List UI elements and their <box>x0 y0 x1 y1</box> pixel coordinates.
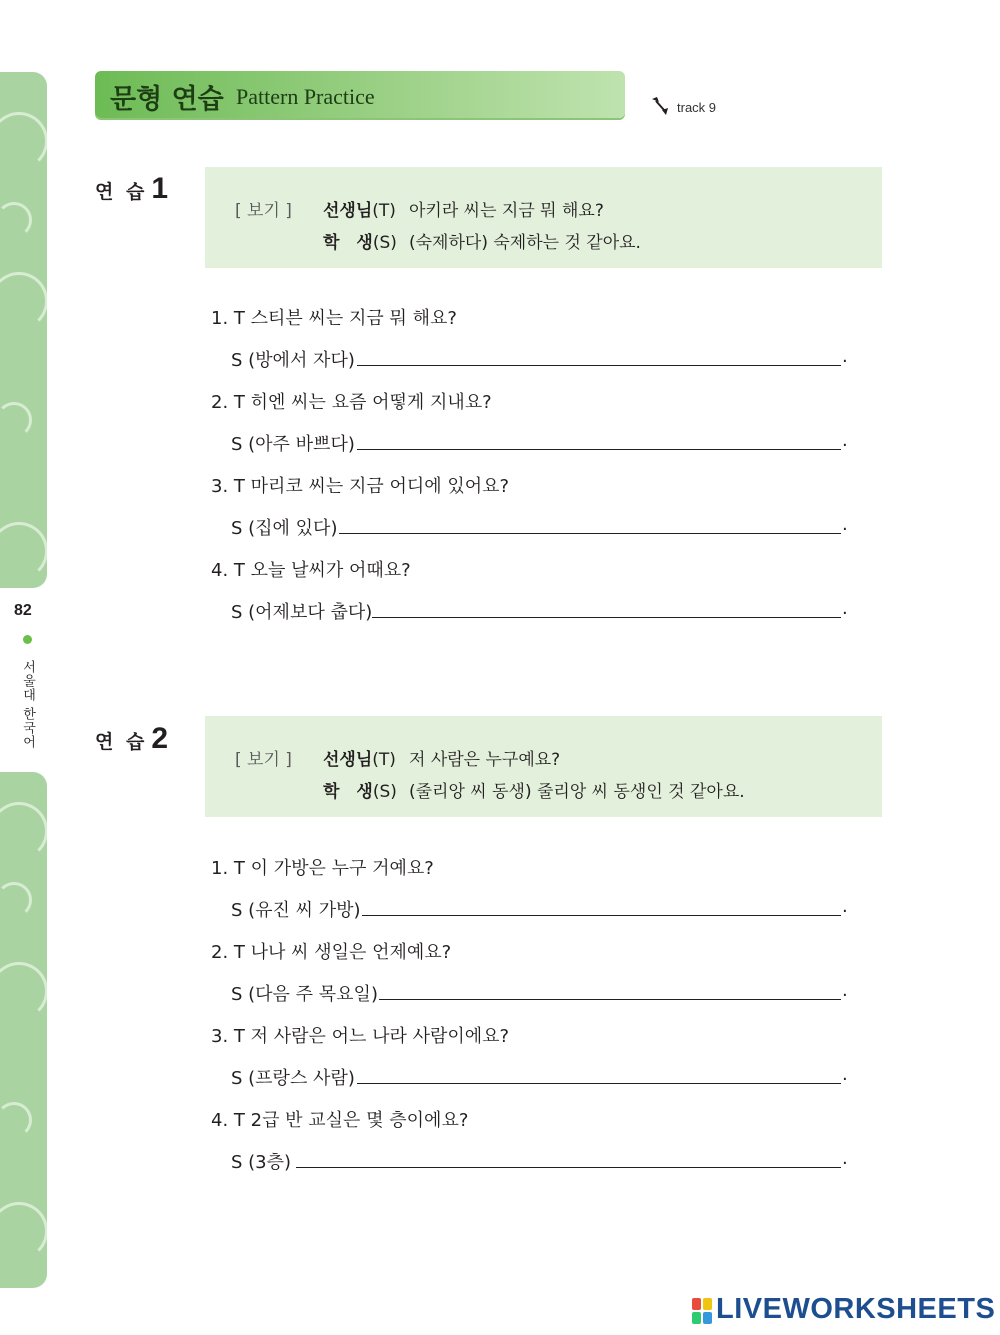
swirl-ornament <box>0 112 47 170</box>
exercise-1-title <box>95 172 168 206</box>
swirl-ornament <box>0 272 47 330</box>
swirl-ornament <box>0 402 32 438</box>
section-title-korean: 문형 연습 <box>110 84 224 115</box>
answer-blank[interactable] <box>339 533 841 534</box>
answer-period: . <box>842 980 848 1001</box>
example-tag: [ 보기 ] <box>235 750 292 770</box>
answer-period: . <box>842 1064 848 1085</box>
track-label: track 9 <box>677 100 717 115</box>
liveworksheets-logo-icon <box>692 1298 712 1324</box>
book-title: 서울대 한국어 <box>20 660 35 750</box>
student-code: (S) <box>372 782 397 802</box>
example-teacher-role <box>323 196 396 221</box>
answer-blank[interactable] <box>357 1083 841 1084</box>
exercise-label: 연 습 <box>95 181 148 203</box>
side-decoration-top <box>0 72 47 588</box>
swirl-ornament <box>0 1202 47 1260</box>
teacher-role-label: 선생님 <box>323 201 373 221</box>
example-student-line: (숙제하다) 숙제하는 것 같아요. <box>409 233 641 253</box>
exercise-number: 1 <box>151 172 169 205</box>
example-student-role <box>323 777 397 802</box>
answer-blank[interactable] <box>372 617 841 618</box>
example-teacher-role <box>323 745 396 770</box>
answer-blank[interactable] <box>357 449 841 450</box>
page-number: 82 <box>14 602 32 619</box>
answer-blank[interactable] <box>296 1167 841 1168</box>
question-line: 1. T 이 가방은 누구 거예요? <box>211 858 434 879</box>
teacher-code: (T) <box>372 201 396 221</box>
answer-blank[interactable] <box>379 999 841 1000</box>
example-teacher-line: 아키라 씨는 지금 뭐 해요? <box>409 201 604 221</box>
answer-period: . <box>842 1148 848 1169</box>
question-line: 3. T 저 사람은 어느 나라 사람이에요? <box>211 1026 510 1047</box>
student-code: (S) <box>372 233 397 253</box>
answer-prompt: S (아주 바쁘다) <box>231 434 355 455</box>
question-line: 4. T 2급 반 교실은 몇 층이에요? <box>211 1110 469 1131</box>
answer-prompt: S (집에 있다) <box>231 518 338 539</box>
swirl-ornament <box>0 202 32 238</box>
swirl-ornament <box>0 522 47 580</box>
swirl-ornament <box>0 802 47 860</box>
student-role-label: 학 생 <box>323 233 373 253</box>
answer-period: . <box>842 346 848 367</box>
question-line: 1. T 스티븐 씨는 지금 뭐 해요? <box>211 308 457 329</box>
answer-period: . <box>842 896 848 917</box>
answer-blank[interactable] <box>357 365 841 366</box>
teacher-code: (T) <box>372 750 396 770</box>
student-role-label: 학 생 <box>323 782 373 802</box>
side-decoration-bottom <box>0 772 47 1288</box>
question-line: 2. T 히엔 씨는 요즘 어떻게 지내요? <box>211 392 492 413</box>
answer-period: . <box>842 514 848 535</box>
answer-prompt: S (3층) <box>231 1152 292 1173</box>
answer-prompt: S (유진 씨 가방) <box>231 900 361 921</box>
question-line: 4. T 오늘 날씨가 어때요? <box>211 560 411 581</box>
exercise-2-title <box>95 722 168 756</box>
exercise-label: 연 습 <box>95 731 148 753</box>
question-line: 3. T 마리코 씨는 지금 어디에 있어요? <box>211 476 510 497</box>
example-student-line: (줄리앙 씨 동생) 줄리앙 씨 동생인 것 같아요. <box>409 782 745 802</box>
example-student-role <box>323 228 397 253</box>
answer-period: . <box>842 598 848 619</box>
page-dot-icon <box>23 635 32 644</box>
teacher-role-label: 선생님 <box>323 750 373 770</box>
answer-prompt: S (어제보다 춥다) <box>231 602 373 623</box>
example-tag: [ 보기 ] <box>235 201 292 221</box>
swirl-ornament <box>0 1102 32 1138</box>
swirl-ornament <box>0 962 47 1020</box>
liveworksheets-watermark: LIVEWORKSHEETS <box>716 1293 996 1325</box>
answer-period: . <box>842 430 848 451</box>
exercise-number: 2 <box>151 722 169 755</box>
answer-prompt: S (방에서 자다) <box>231 350 355 371</box>
answer-prompt: S (프랑스 사람) <box>231 1068 355 1089</box>
audio-track-icon[interactable] <box>650 96 672 118</box>
answer-blank[interactable] <box>362 915 841 916</box>
section-title-english: Pattern Practice <box>236 84 375 109</box>
answer-prompt: S (다음 주 목요일) <box>231 984 378 1005</box>
question-line: 2. T 나나 씨 생일은 언제예요? <box>211 942 452 963</box>
swirl-ornament <box>0 882 32 918</box>
example-teacher-line: 저 사람은 누구예요? <box>409 750 561 770</box>
